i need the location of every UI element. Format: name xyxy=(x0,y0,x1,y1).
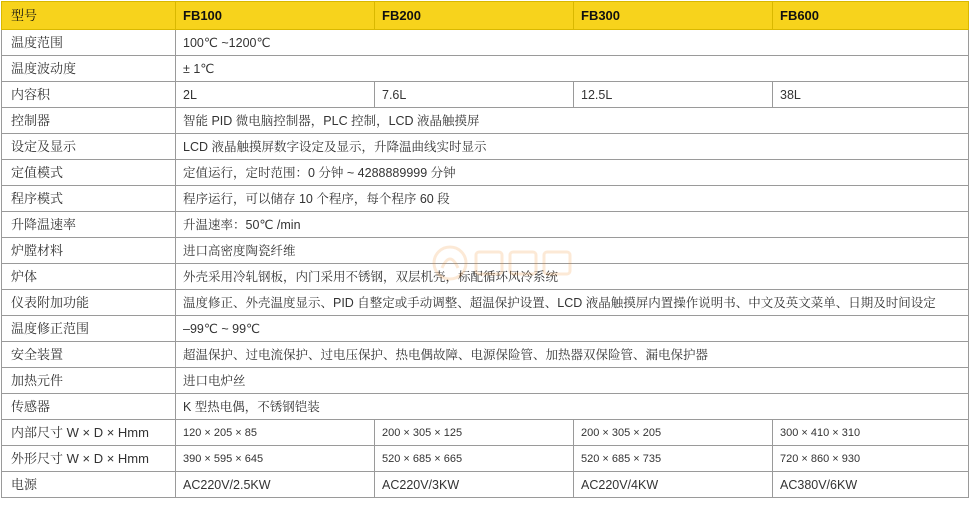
model-header-fb200: FB200 xyxy=(375,2,574,30)
spec-row xyxy=(2,186,969,212)
row-value: 超温保护、过电流保护、过电压保护、热电偶故障、电源保险管、加热器双保险管、漏电保护器 xyxy=(176,342,969,368)
row-label: 传感器 xyxy=(2,394,176,420)
row-value: 100℃ ~1200℃ xyxy=(176,30,969,56)
spec-row xyxy=(2,56,969,82)
row-label: 仪表附加功能 xyxy=(2,290,176,316)
row-value: 智能 PID 微电脑控制器，PLC 控制，LCD 液晶触摸屏 xyxy=(176,108,969,134)
spec-row xyxy=(2,264,969,290)
row-value-cell: 520 × 685 × 665 xyxy=(375,446,574,472)
row-label: 升降温速率 xyxy=(2,212,176,238)
row-value-cell: AC220V/3KW xyxy=(375,472,574,498)
row-value-cell: 7.6L xyxy=(375,82,574,108)
row-value-cell: 200 × 305 × 205 xyxy=(574,420,773,446)
row-label: 设定及显示 xyxy=(2,134,176,160)
row-label: 炉膛材料 xyxy=(2,238,176,264)
model-header-fb100: FB100 xyxy=(176,2,375,30)
row-value: 定值运行，定时范围：0 分钟 ~ 4288889999 分钟 xyxy=(176,160,969,186)
row-value-cell: 120 × 205 × 85 xyxy=(176,420,375,446)
row-value-cell: AC380V/6KW xyxy=(773,472,969,498)
spec-row xyxy=(2,30,969,56)
row-value-cell: 390 × 595 × 645 xyxy=(176,446,375,472)
header-row xyxy=(2,2,969,30)
spec-row xyxy=(2,472,969,498)
row-label: 温度修正范围 xyxy=(2,316,176,342)
spec-row xyxy=(2,290,969,316)
row-value: 进口电炉丝 xyxy=(176,368,969,394)
header-label: 型号 xyxy=(2,2,176,30)
row-label: 安全装置 xyxy=(2,342,176,368)
row-value: 外壳采用冷轧钢板，内门采用不锈钢，双层机壳，标配循环风冷系统 xyxy=(176,264,969,290)
row-label: 内部尺寸 W × D × Hmm xyxy=(2,420,176,446)
row-label: 定值模式 xyxy=(2,160,176,186)
row-value-cell: 720 × 860 × 930 xyxy=(773,446,969,472)
row-value-cell: 38L xyxy=(773,82,969,108)
spec-row xyxy=(2,108,969,134)
row-value-cell: 12.5L xyxy=(574,82,773,108)
spec-table xyxy=(1,1,969,498)
row-value: 进口高密度陶瓷纤维 xyxy=(176,238,969,264)
spec-row xyxy=(2,342,969,368)
row-label: 加热元件 xyxy=(2,368,176,394)
row-value: ± 1℃ xyxy=(176,56,969,82)
spec-row xyxy=(2,420,969,446)
spec-row xyxy=(2,82,969,108)
row-value: 升温速率：50℃ /min xyxy=(176,212,969,238)
row-label: 内容积 xyxy=(2,82,176,108)
row-value-cell: 300 × 410 × 310 xyxy=(773,420,969,446)
model-header-fb300: FB300 xyxy=(574,2,773,30)
row-label: 程序模式 xyxy=(2,186,176,212)
row-value: –99℃ ~ 99℃ xyxy=(176,316,969,342)
spec-row xyxy=(2,394,969,420)
spec-row xyxy=(2,134,969,160)
spec-row xyxy=(2,368,969,394)
spec-row xyxy=(2,446,969,472)
model-header-fb600: FB600 xyxy=(773,2,969,30)
row-value: 温度修正、外壳温度显示、PID 自整定或手动调整、超温保护设置、LCD 液晶触摸屏内置操作说明书、中文及英文菜单、日期及时间设定 xyxy=(176,290,969,316)
row-label: 温度范围 xyxy=(2,30,176,56)
row-value-cell: AC220V/4KW xyxy=(574,472,773,498)
row-value: 程序运行，可以储存 10 个程序，每个程序 60 段 xyxy=(176,186,969,212)
row-value: LCD 液晶触摸屏数字设定及显示，升降温曲线实时显示 xyxy=(176,134,969,160)
spec-row xyxy=(2,160,969,186)
spec-row xyxy=(2,238,969,264)
row-label: 控制器 xyxy=(2,108,176,134)
spec-row xyxy=(2,316,969,342)
row-value-cell: 200 × 305 × 125 xyxy=(375,420,574,446)
row-label: 外形尺寸 W × D × Hmm xyxy=(2,446,176,472)
row-label: 电源 xyxy=(2,472,176,498)
row-value-cell: 520 × 685 × 735 xyxy=(574,446,773,472)
row-label: 温度波动度 xyxy=(2,56,176,82)
spec-row xyxy=(2,212,969,238)
row-value-cell: AC220V/2.5KW xyxy=(176,472,375,498)
spec-body xyxy=(2,30,969,498)
row-label: 炉体 xyxy=(2,264,176,290)
row-value-cell: 2L xyxy=(176,82,375,108)
row-value: K 型热电偶，不锈钢铠装 xyxy=(176,394,969,420)
